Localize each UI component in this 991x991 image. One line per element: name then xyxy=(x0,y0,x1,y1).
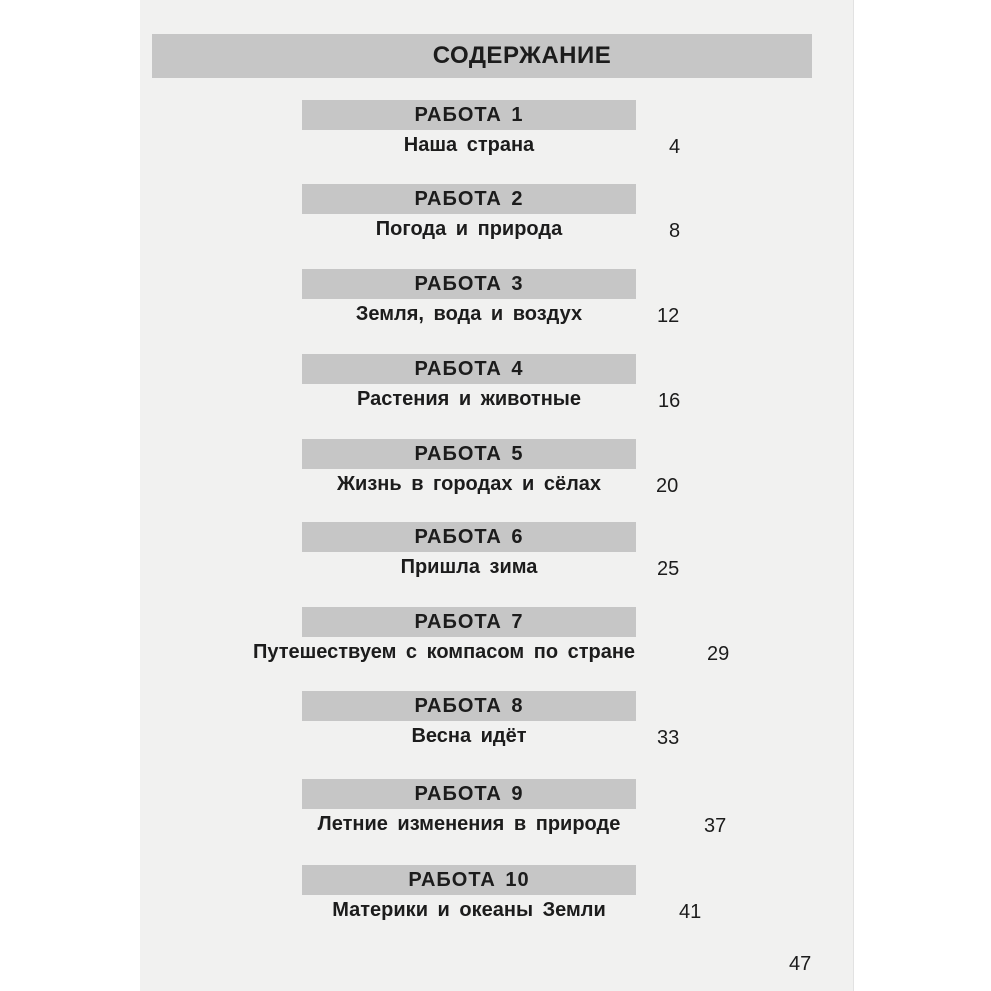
entry-page-number: 16 xyxy=(658,390,681,412)
entry-label-bar xyxy=(302,522,636,552)
entry-label-bar xyxy=(302,354,636,384)
entry-page-number: 37 xyxy=(704,815,727,837)
entry-label: РАБОТА 4 xyxy=(414,357,524,380)
entry-page-number: 25 xyxy=(657,558,680,580)
entry-label-bar xyxy=(302,100,636,130)
toc-entry xyxy=(0,184,991,264)
entry-title: Летние изменения в природе xyxy=(317,813,621,835)
entry-label: РАБОТА 1 xyxy=(414,103,524,126)
entry-page-number: 8 xyxy=(669,220,681,242)
toc-entry xyxy=(0,354,991,434)
entry-label-bar xyxy=(302,184,636,214)
entry-label: РАБОТА 2 xyxy=(414,187,524,210)
page-number: 47 xyxy=(789,953,812,975)
entry-label: РАБОТА 3 xyxy=(414,272,524,295)
toc-entry xyxy=(0,865,991,945)
entry-title: Растения и животные xyxy=(357,388,581,410)
toc-entry xyxy=(0,269,991,349)
entry-label-bar xyxy=(302,779,636,809)
toc-entry xyxy=(0,100,991,180)
entry-title: Пришла зима xyxy=(400,556,538,578)
entry-label-bar xyxy=(302,439,636,469)
toc-entry xyxy=(0,779,991,859)
entry-page-number: 41 xyxy=(679,901,702,923)
entry-label: РАБОТА 9 xyxy=(414,782,524,805)
entry-label: РАБОТА 8 xyxy=(414,694,524,717)
entry-page-number: 20 xyxy=(656,475,679,497)
entry-title: Наша страна xyxy=(403,134,535,156)
contents-heading: СОДЕРЖАНИЕ xyxy=(432,42,612,69)
entry-label: РАБОТА 7 xyxy=(414,610,524,633)
toc-entry xyxy=(0,691,991,771)
toc-entry xyxy=(0,522,991,602)
entry-label-bar xyxy=(302,865,636,895)
entry-title: Путешествуем с компасом по стране xyxy=(252,641,636,663)
entry-title: Земля, вода и воздух xyxy=(355,303,583,325)
entry-title: Жизнь в городах и сёлах xyxy=(336,473,602,495)
entry-label: РАБОТА 5 xyxy=(414,442,524,465)
entry-label: РАБОТА 10 xyxy=(408,868,530,891)
toc-entry xyxy=(0,607,991,687)
entry-label: РАБОТА 6 xyxy=(414,525,524,548)
entry-page-number: 29 xyxy=(707,643,730,665)
entry-label-bar xyxy=(302,691,636,721)
entry-page-number: 4 xyxy=(669,136,681,158)
entry-title: Весна идёт xyxy=(411,725,527,747)
entry-label-bar xyxy=(302,269,636,299)
entry-title: Материки и океаны Земли xyxy=(332,899,606,921)
entry-title: Погода и природа xyxy=(375,218,563,240)
entry-label-bar xyxy=(302,607,636,637)
entry-page-number: 12 xyxy=(657,305,680,327)
entry-page-number: 33 xyxy=(657,727,680,749)
contents-heading-bar xyxy=(152,34,812,78)
toc-entry xyxy=(0,439,991,519)
